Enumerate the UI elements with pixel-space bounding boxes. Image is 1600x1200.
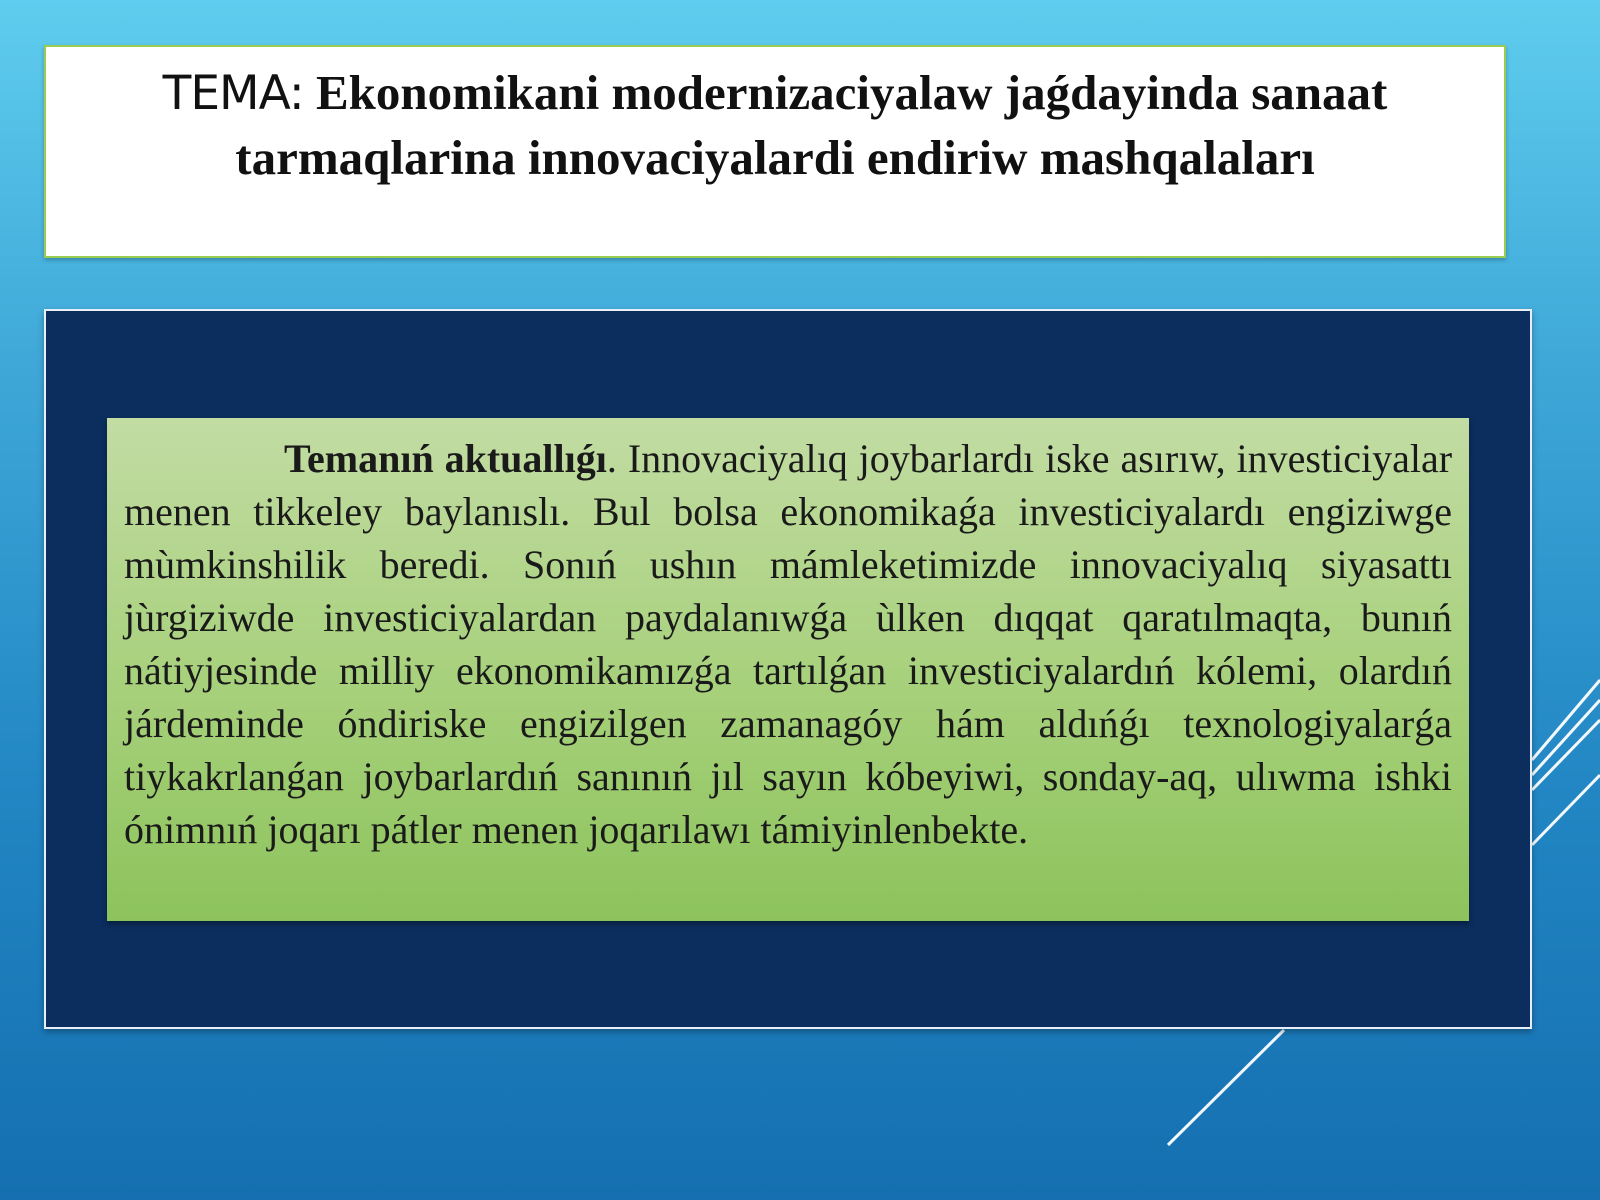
body-text: Innovaciyalıq joybarlardı iske asırıw, investiciyalar menen tikkeley baylanıslı. Bul bolsa ekonomikaǵa investiciyalardı engiziwge mùmkinshilik beredi. Sonıń ushın mámleketimizde innovaciyalıq siyasattı jùrgiziwde investiciyalardan paydalanıwǵa ùlken dıqqat qaratılmaqta, bunıń nátiyjesinde milliy ekonomikamızǵa tartılǵan investiciyalardıń kólemi, olardıń járdeminde óndiriske engizilgen zamanagóy hám aldıńǵı texnologiyalarǵa tiykakrlanǵan joybarlardıń sanınıń jıl sayın kóbeyiwi, sonday-aq, ulıwma ishki ónimnıń joqarı pátler menen joqarılawı támiyinlenbekte. (124, 436, 1453, 852)
text-card (107, 418, 1469, 921)
slide-title (160, 61, 1390, 190)
lead-punct: . (606, 436, 617, 481)
title-box (44, 45, 1506, 258)
lead-heading: Temanıń aktuallıǵı (284, 436, 607, 481)
title-prefix: TEMA: (162, 66, 304, 121)
title-text: Ekonomikani modernizaciyalaw jaǵdayinda sanaat tarmaqlarina innovaciyalardi endiriw mashqalaları (235, 65, 1388, 185)
body-paragraph (124, 432, 1452, 856)
